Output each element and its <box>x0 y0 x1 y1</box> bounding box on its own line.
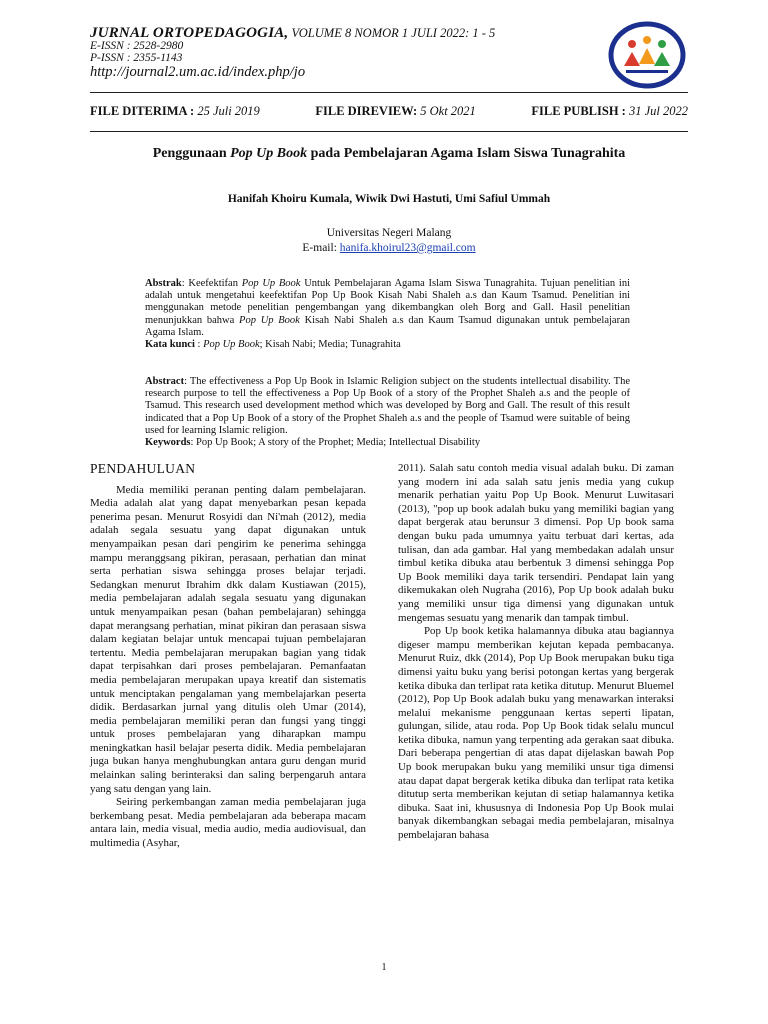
journal-header <box>90 26 570 81</box>
keywords-indonesian: Kata kunci : Pop Up Book; Kisah Nabi; Media; Tunagrahita <box>145 339 401 351</box>
abstract-english: Abstract: The effectiveness a Pop Up Book in Islamic Religion subject on the students intellectual disability. The research purpose to tell the effectiveness a Pop Up Book of a story of the Prophet Shaleh a.s and the people of Tsamud. This research used development method which was developed by Borg and Gall. The result of this result indicated that a Pop Up Book of a story of the Prophet Shaleh a.s and the people of Tsamud were suitable of being used for learning Islamic religion. Keywords: Pop Up Book; A story of the Prophet; Media; Intellectual Disability <box>145 376 630 449</box>
paragraph: 2011). Salah satu contoh media visual adalah buku. Di zaman yang modern ini ada salah satu jenis media yang cukup menarik perhatian yaitu Pop Up Book. Menurut Luwitasari (2013), "pop up book adalah buku yang memiliki bagian yang dapat bergerak atau berunsur 3 dimensi. Pop Up book sama dengan buku pada umumnya yaitu terbuat dari kertas, ada tulisan, dan ada gambar. Hal yang membedakan adalah unsur timbul ketika dibuka atau berbentuk 3 dimensi sehingga Pop Up Book memiliki daya tarik tersendiri. Pendapat lain yang dikemukakan oleh Nugraha (2016), Pop Up book adalah buku yang memiliki unsur tiga dimensi yang digunakan untuk mengemas sesuatu yang menarik dan tampak timbul. <box>398 462 674 624</box>
article-title: Penggunaan Pop Up Book pada Pembelajaran Agama Islam Siswa Tunagrahita <box>152 146 626 161</box>
email-link[interactable]: hanifa.khoirul23@gmail.com <box>339 242 476 254</box>
paragraph: Pop Up book ketika halamannya dibuka atau bagiannya digeser mampu memberikan kejutan kepada pembacanya. Menurut Ruiz, dkk (2014), Pop Up Book merupakan buku tiga dimensi yaitu buku yang berisi potongan kertas yang bergerak ketika dibuka dan terlipat rata ketika ditutup. Menurut Bluemel (2012), Pop Up Book adalah buku yang menawarkan interaksi melalui mekanisme penggunaan kertas seperti lipatan, gulungan, silide, atau roda. Pop Up Book tidak selalu muncul ketika dibuka, namun yang terpenting ada gerakan saat dibuka. Dari beberapa pengertian di atas dapat dijelaskan bawah Pop Up book merupakan buku yang memiliki unsur tiga dimensi atau dapat dapat bergerak ketika dibuka dan terlipat rata ketika ditutup serta memberikan kejutan di setiap halamannya ketika dibuka. Saat ini, khususnya di Indonesia Pop Up Book mulai banyak dikembangkan sebagai media pembelajaran, misalnya pembelajaran bahasa <box>398 625 674 842</box>
p-issn: P-ISSN : 2355-1143 <box>90 52 183 64</box>
journal-logo-icon <box>606 20 688 90</box>
header-bottom-rule <box>90 131 688 132</box>
email-line: E-mail: hanifa.khoirul23@gmail.com <box>302 242 476 254</box>
body-column-right <box>398 462 674 843</box>
abstract-indonesian: Abstrak: Keefektifan Pop Up Book Untuk Pembelajaran Agama Islam Siswa Tunagrahita. Tujuan penelitian ini adalah untuk mengetahui keefektifan Pop Up Book Kisah Nabi Shaleh a.s dan Kaum Tsamud. Penelitian ini menggunakan metode penelitian pengembangan yang dikembangkan oleh Borg and Gall. Hasil penelitian menunjukkan bahwa Pop Up Book Kisah Nabi Shaleh a.s dan Kaum Tsamud digunakan untuk pembelajaran Agama Islam. Kata kunci : Pop Up Book; Kisah Nabi; Media; Tunagrahita <box>145 278 630 351</box>
file-reviewed: FILE DIREVIEW: 5 Okt 2021 <box>315 104 476 118</box>
paragraph: Seiring perkembangan zaman media pembelajaran juga berkembang pesat. Media pembelajaran ada beberapa macam antara lain, media visual, media audio, media audiovisual, dan multimedia (Asyhar, <box>90 796 366 850</box>
e-issn: E-ISSN : 2528-2980 <box>90 40 184 52</box>
keywords-english: Keywords: Pop Up Book; A story of the Prophet; Media; Intellectual Disability <box>145 437 481 449</box>
author-affiliation <box>90 226 688 256</box>
file-received: FILE DITERIMA : 25 Juli 2019 <box>90 104 260 118</box>
paragraph: Media memiliki peranan penting dalam pembelajaran. Media adalah alat yang dapat menyebarkan pesan kepada penerima pesan. Menurut Rosyidi dan Ni'mah (2012), media adalah segala sesuatu yang dapat digunakan untuk menyampaikan pesan dari pengirim ke penerima sehingga mampu meranggsang pikiran, perasaan, perhatian dan minat serta perhatian siswa sehingga proses belajar terjadi. Sedangkan menurut Ibrahim dkk dalam Kustiawan (2015), media pembelajaran adalah segala sesuatu yang digunakan untuk menyampaikan pesan (bahan pembelajaran) sehingga dapat merangsang perhatian, minat pikiran dan perasaan siswa dalam kegiatan belajar untuk mencapai tujuan pembelajaran tertentu. Media pembelajaran merupakan bagian yang tidak dapat terpisahkan dari proses pembelajaran. Pemanfaatan media pembelajaran merupakan upaya kreatif dan sistematis untuk menciptakan pengalaman yang membelajarkan peserta didik. Berdasarkan jurnal yang ditulis oleh Umar (2014), media pembelajaran memiliki peran dan fungsi yang tinggi untuk proses pembelajaran yang diharapkan mampu meningkatkan hasil belajar peserta didik. Media pembelajaran juga bukan hanya menghubungkan antara guru dengan murid melainkan saling berinteraksi dan saling berpengaruh antara yang satu dengan yang lain. <box>90 483 366 795</box>
body-column-left <box>90 462 366 851</box>
university: Universitas Negeri Malang <box>326 227 452 239</box>
section-heading-pendahuluan: PENDAHULUAN <box>90 461 196 476</box>
page-number: 1 <box>381 962 387 973</box>
journal-title-line <box>90 26 570 40</box>
volume-info: VOLUME 8 NOMOR 1 JULI 2022: 1 - 5 <box>288 26 496 40</box>
journal-name: JURNAL ORTOPEDAGOGIA, <box>90 25 289 41</box>
file-published: FILE PUBLISH : 31 Jul 2022 <box>531 104 688 118</box>
article-authors: Hanifah Khoiru Kumala, Wiwik Dwi Hastuti, Umi Safiul Ummah <box>227 193 551 205</box>
header-top-rule <box>90 92 688 93</box>
file-dates-row <box>90 104 688 119</box>
journal-url[interactable]: http://journal2.um.ac.id/index.php/jo <box>90 64 306 80</box>
